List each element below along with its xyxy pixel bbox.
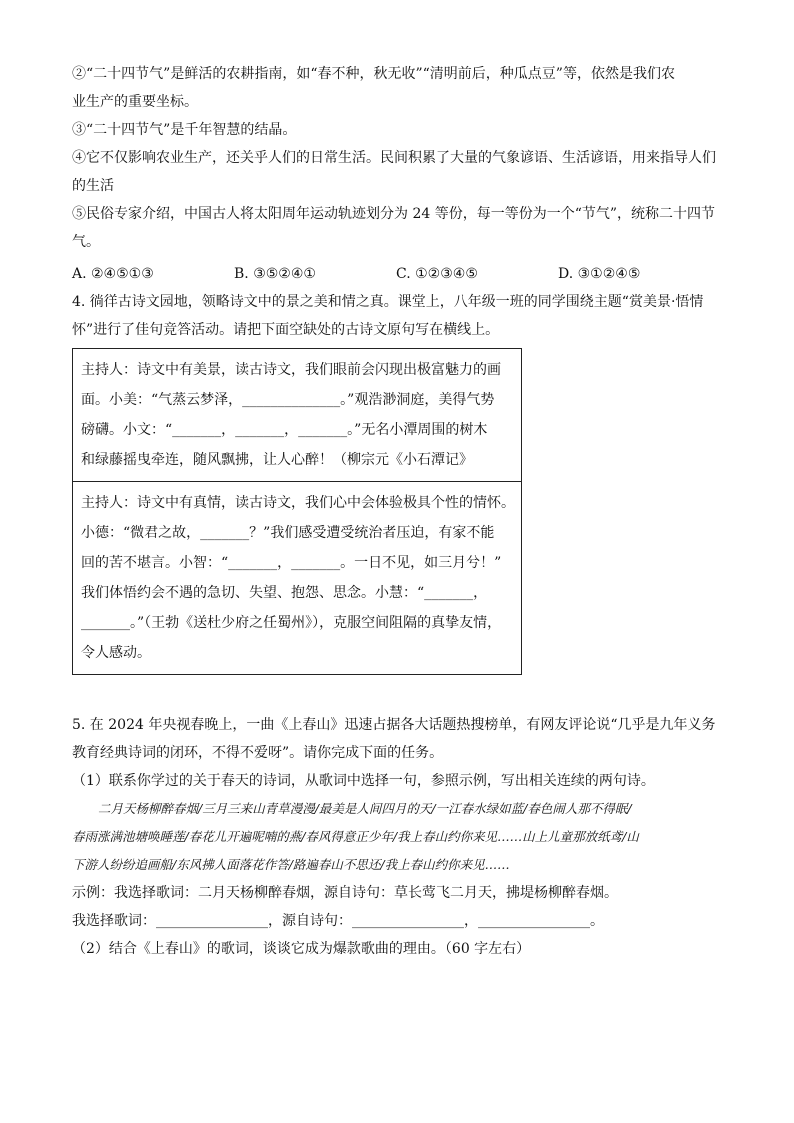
q4-scenery-cell (73, 349, 521, 481)
q4-box2-line: 主持人：诗文中有真情，读古诗文，我们心中会体验极具个性的情怀。 (81, 495, 515, 511)
exam-page (72, 60, 722, 963)
q3-options (72, 260, 722, 288)
q5-answer-line[interactable]: 我选择歌词：________________，源自诗句：________________，________________。 (72, 913, 604, 929)
q5-stem-line2: 教育经典诗词的闭环，不得不爱呀”。请你完成下面的任务。 (72, 745, 444, 761)
q5-stem-line1: 5. 在 2024 年央视春晚上，一曲《上春山》迅速占据各大话题热搜榜单，有网友评论说“几乎是九年义务 (72, 717, 716, 733)
q3-item4-line1: ④它不仅影响农业生产，还关乎人们的日常生活。民间积累了大量的气象谚语、生活谚语，用来指导人们 (72, 150, 716, 166)
option-c[interactable]: C. ①②③④⑤ (396, 266, 478, 282)
q4-box1-line: 和绿藤摇曳牵连，随风飘拂，让人心醉！（柳宗元《小石潭记》 (81, 452, 473, 468)
q4-box2-line[interactable]: 回的苦不堪言。小智：“_______，_______。一日不见，如三月兮！” (81, 555, 502, 571)
q4-answer-table (72, 348, 522, 675)
q4-stem-line2: 怀”进行了佳句竞答活动。请把下面空缺处的古诗文原句写在横线上。 (72, 322, 500, 338)
q3-item5-line1: ⑤民俗专家介绍，中国古人将太阳周年运动轨迹划分为 24 等份，每一等份为一个“节气”，统称二十四节 (72, 206, 716, 222)
lyrics-line: 二月天杨柳醉春烟/三月三来山青草漫漫/最美是人间四月的天/一江春水绿如蓝/春色闹人那不得眠/ (98, 801, 632, 816)
q4-box2-line[interactable]: 我们体悟约会不遇的急切、失望、抱怨、思念。小慧：“_______， (81, 585, 488, 601)
q3-item4-line2: 的生活 (72, 178, 114, 194)
q3-item2-line1: ②“二十四节气”是鲜活的农耕指南，如“春不种，秋无收”“清明前后，种瓜点豆”等，依然是我们农 (72, 66, 675, 82)
q4-box2-line[interactable]: 小德：“微君之故，_______？”我们感受遭受统治者压迫，有家不能 (81, 525, 495, 541)
q4-box1-line: 主持人：诗文中有美景，读古诗文，我们眼前会闪现出极富魅力的画 (81, 362, 501, 378)
q4-emotion-cell (73, 481, 521, 674)
q4-box1-line[interactable]: 磅礴。小文：“_______，_______，_______。”无名小潭周围的树木 (81, 422, 488, 438)
lyrics-line: 春雨涨满池塘唤睡莲/春花儿开遍呢喃的燕/春风得意正少年/我上春山约你来见……山上儿童那放纸鸢/山 (72, 829, 639, 844)
q4-stem-line1: 4. 徜徉古诗文园地，领略诗文中的景之美和情之真。课堂上，八年级一班的同学围绕主题“赏美景·悟情 (72, 294, 704, 310)
song-lyrics (72, 795, 722, 879)
option-b[interactable]: B. ③⑤②④① (234, 266, 316, 282)
option-a[interactable]: A. ②④⑤①③ (72, 266, 154, 282)
q5-example: 示例：我选择歌词：二月天杨柳醉春烟，源自诗句：草长莺飞二月天，拂堤杨柳醉春烟。 (72, 885, 618, 901)
q4-box1-line[interactable]: 面。小美：“气蒸云梦泽，______________。”观浩渺洞庭，美得气势 (81, 392, 495, 408)
q5-subquestion-1: （1）联系你学过的关于春天的诗词，从歌词中选择一句，参照示例，写出相关连续的两句诗。 (72, 773, 655, 789)
q3-item2-line2: 业生产的重要坐标。 (72, 94, 198, 110)
option-d[interactable]: D. ③①②④⑤ (558, 266, 641, 282)
q3-item3: ③“二十四节气”是千年智慧的结晶。 (72, 122, 297, 138)
q3-item5-line2: 气。 (72, 234, 100, 250)
lyrics-line: 下游人纷纷追画船/东风拂人面落花作答/路遍春山不思还/我上春山约你来见…… (72, 857, 510, 872)
q4-box2-line: 令人感动。 (81, 645, 151, 661)
q5-subquestion-2: （2）结合《上春山》的歌词，谈谈它成为爆款歌曲的理由。（60 字左右） (72, 941, 531, 957)
q4-box2-line[interactable]: _______。”（王勃《送杜少府之任蜀州》），克服空间阻隔的真挚友情， (81, 615, 502, 631)
